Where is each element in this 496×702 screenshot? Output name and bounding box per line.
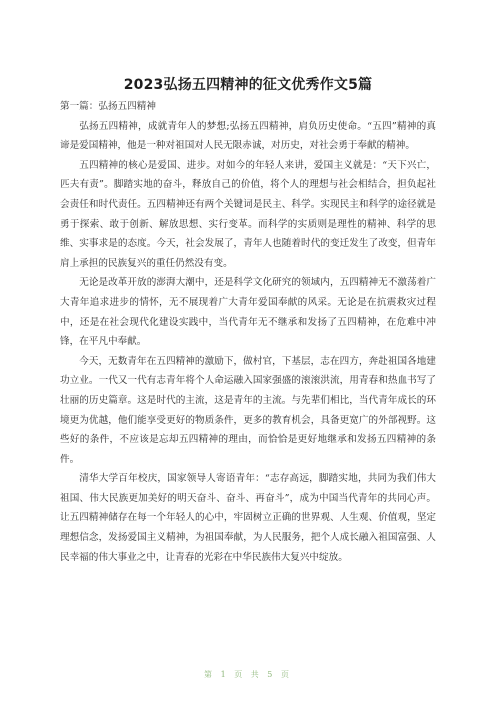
- paragraph-4: 今天，无数青年在五四精神的激励下，做村官，下基层，志在四方，奔赴祖国各地建功立业。一代又一代有志青年将个人命运融入国家强盛的滚滚洪流，用青春和热血书写了壮丽的历史篇章。这是时代的主流，这是青年的主流。与先辈们相比，当代青年成长的环境更为优越，他们能享受更好的物质条件，更多的教育机会，具备更宽广的外部视野。这些好的条件，不应该是忘却五四精神的理由，而恰恰是更好地继承和发扬五四精神的条件。: [60, 355, 436, 465]
- page-footer: 第 1 页 共 5 页: [204, 670, 292, 679]
- document-title: 2023弘扬五四精神的征文优秀作文5篇: [123, 77, 373, 93]
- section-heading: 第一篇：弘扬五四精神: [60, 101, 156, 112]
- paragraph-3: 无论是改革开放的澎湃大潮中，还是科学文化研究的领域内，五四精神无不激荡着广大青年追求进步的情怀，无不展现着广大青年爱国奉献的风采。无论是在抗震救灾过程中，还是在社会现代化建设实践中，当代青年无不继承和发扬了五四精神，在危难中冲锋，在平凡中奉献。: [60, 277, 436, 348]
- paragraph-5: 清华大学百年校庆，国家领导人寄语青年：“志存高远，脚踏实地，共同为我们伟大祖国、伟大民族更加美好的明天奋斗、奋斗、再奋斗”，成为中国当代青年的共同心声。让五四精神储存在每一个年轻人的心中，牢固树立正确的世界观、人生观、价值观，坚定理想信念，发扬爱国主义精神，为祖国奉献，为人民服务，把个人成长融入祖国富强、人民幸福的伟大事业之中，让青春的光彩在中华民族伟大复兴中绽放。: [60, 473, 436, 563]
- paragraph-1: 弘扬五四精神，成就青年人的梦想;弘扬五四精神，肩负历史使命。“五四”精神的真谛是爱国精神，他是一种对祖国对人民无限赤诚，对历史，对社会勇于奉献的精神。: [60, 120, 436, 152]
- document-body: [60, 97, 436, 567]
- paragraph-2: 五四精神的核心是爱国、进步。对如今的年轻人来讲，爱国主义就是：“天下兴亡，匹夫有责”。脚踏实地的奋斗，释放自己的价值，将个人的理想与社会相结合，担负起社会责任和时代责任。五四精神还有两个关键词是民主、科学。实现民主和科学的途径就是勇于探索、敢于创新、解放思想、实行变革。而科学的实质则是理性的精神、科学的思维、实事求是的态度。今天，社会发展了，青年人也随着时代的变迁发生了改变，但青年肩上承担的民族复兴的重任仍然没有变。: [60, 159, 436, 269]
